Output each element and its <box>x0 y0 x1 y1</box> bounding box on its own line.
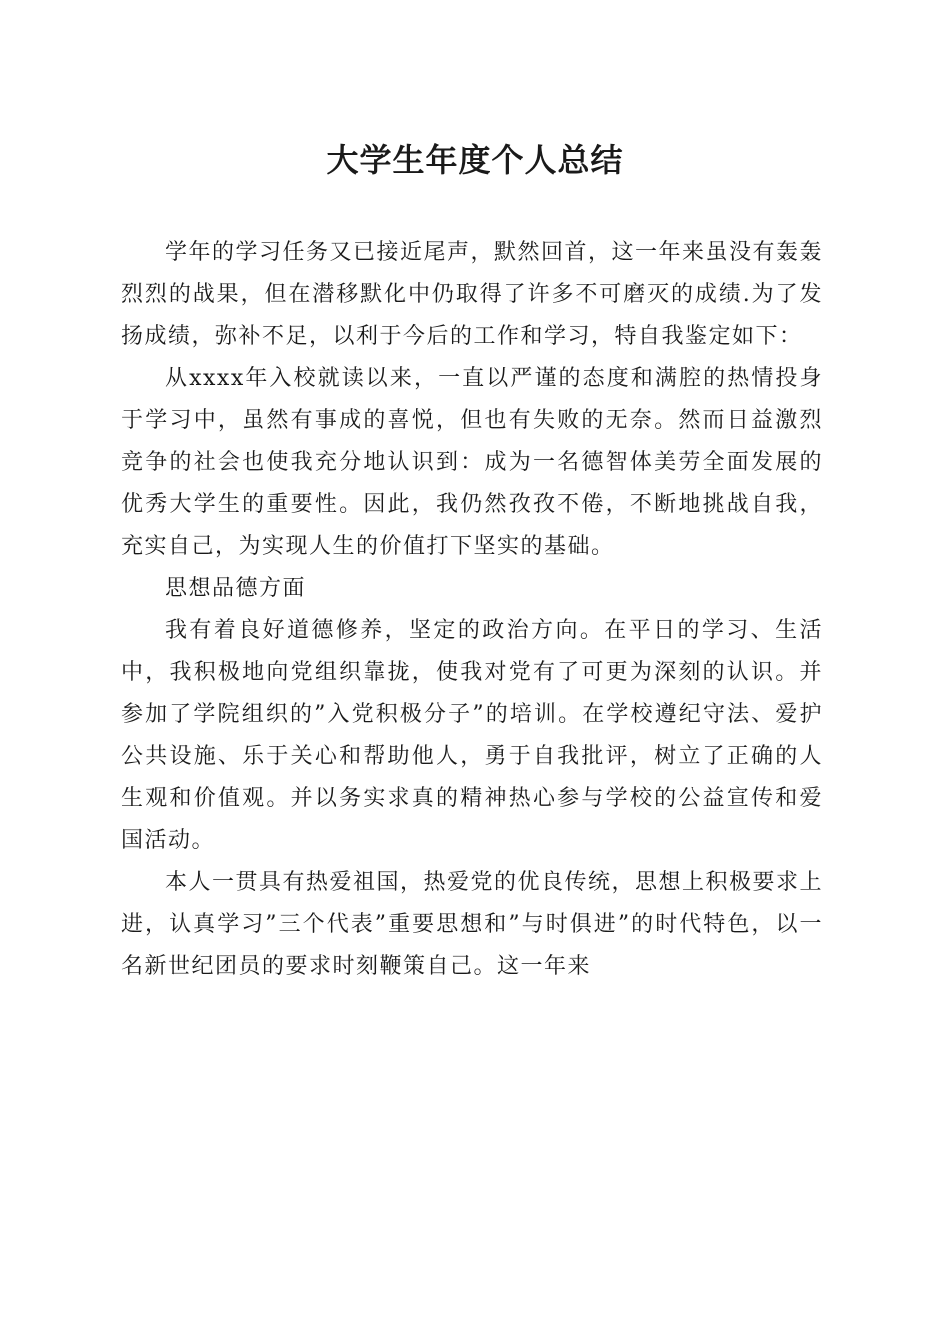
paragraph-intro: 学年的学习任务又已接近尾声，默然回首，这一年来虽没有轰轰烈烈的战果，但在潜移默化中仍取得了许多不可磨灭的成绩.为了发扬成绩，弥补不足，以利于今后的工作和学习，特自我鉴定如下： <box>121 240 824 349</box>
paragraph-enrollment: 从xxxx年入校就读以来，一直以严谨的态度和满腔的热情投身于学习中，虽然有事成的喜悦，但也有失败的无奈。然而日益激烈竞争的社会也使我充分地认识到：成为一名德智体美劳全面发展的优秀大学生的重要性。因此，我仍然孜孜不倦，不断地挑战自我，充实自己，为实现人生的价值打下坚实的基础。 <box>121 366 823 559</box>
document-body <box>121 232 823 988</box>
document-title: 大学生年度个人总结 <box>326 141 624 179</box>
section-heading-moral: 思想品德方面 <box>165 576 307 601</box>
paragraph-patriotism: 本人一贯具有热爱祖国，热爱党的优良传统，思想上积极要求上进，认真学习”三个代表”重要思想和”与时俱进”的时代特色，以一名新世纪团员的要求时刻鞭策自己。这一年来 <box>121 870 824 979</box>
paragraph-moral: 我有着良好道德修养，坚定的政治方向。在平日的学习、生活中，我积极地向党组织靠拢，使我对党有了可更为深刻的认识。并参加了学院组织的”入党积极分子”的培训。在学校遵纪守法、爱护公共设施、乐于关心和帮助他人，勇于自我批评，树立了正确的人生观和价值观。并以务实求真的精神热心参与学校的公益宣传和爱国活动。 <box>121 618 823 853</box>
